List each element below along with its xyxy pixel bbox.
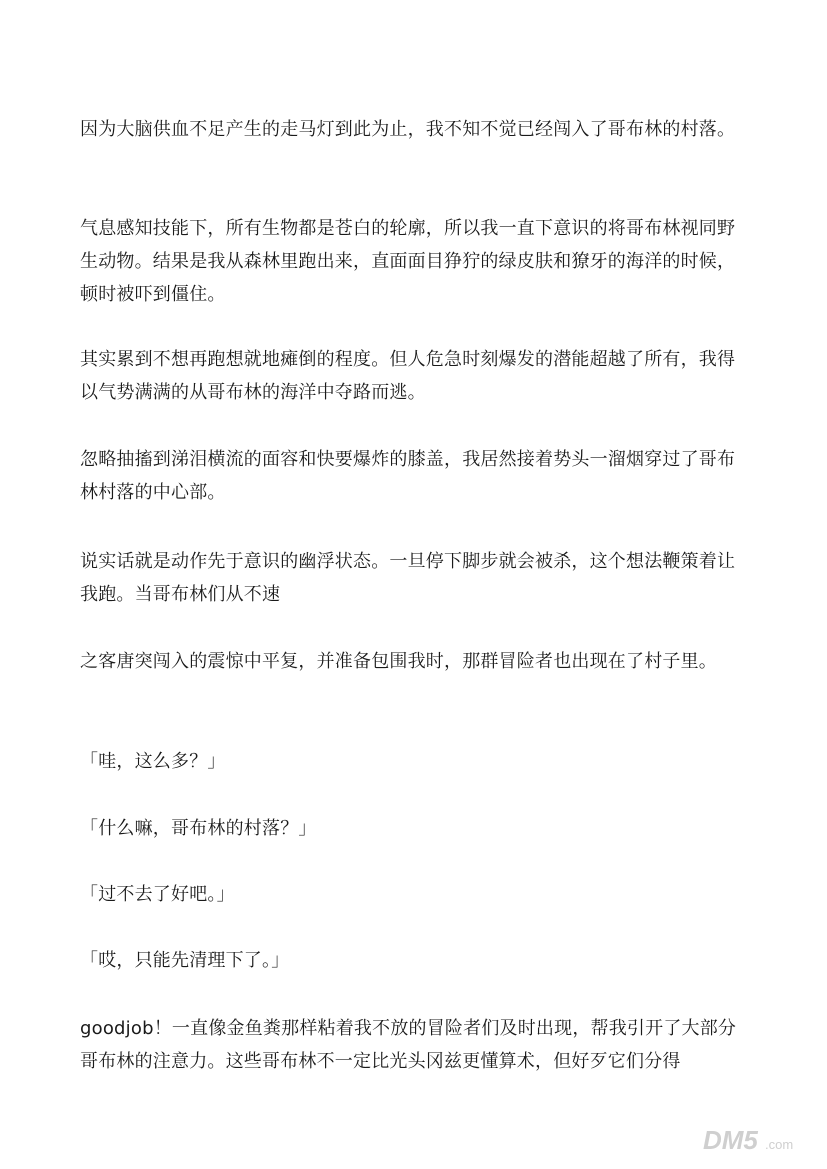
paragraph-3: 其实累到不想再跑想就地瘫倒的程度。但人危急时刻爆发的潜能超越了所有，我得以气势满满的从哥布林的海洋中夺路而逃。 (80, 349, 736, 403)
watermark-main-text: DM5 (703, 1125, 758, 1155)
dialogue-line-2: 「什么嘛，哥布林的村落？」 (80, 818, 317, 839)
dm5-watermark-logo (699, 1119, 809, 1159)
paragraph-4: 忽略抽搐到涕泪横流的面容和快要爆炸的膝盖，我居然接着势头一溜烟穿过了哥布林村落的中心部。 (80, 449, 736, 503)
paragraph-7: goodjob！一直像金鱼粪那样粘着我不放的冒险者们及时出现，帮我引开了大部分哥布林的注意力。这些哥布林不一定比光头冈兹更懂算术，但好歹它们分得 (80, 1018, 737, 1072)
paragraph-1: 因为大脑供血不足产生的走马灯到此为止，我不知不觉已经闯入了哥布林的村落。 (80, 119, 736, 140)
dialogue-line-3: 「过不去了好吧。」 (80, 884, 235, 905)
dialogue-line-4: 「哎，只能先清理下了。」 (80, 950, 290, 971)
watermark-suffix-text: .com (765, 1137, 794, 1152)
paragraph-6: 之客唐突闯入的震惊中平复，并准备包围我时，那群冒险者也出现在了村子里。 (80, 651, 717, 672)
paragraph-2: 气息感知技能下，所有生物都是苍白的轮廓，所以我一直下意识的将哥布林视同野生动物。结果是我从森林里跑出来，直面面目狰狞的绿皮肤和獠牙的海洋的时候，顿时被吓到僵住。 (80, 218, 736, 305)
dialogue-line-1: 「哇，这么多？」 (80, 751, 226, 772)
paragraph-5: 说实话就是动作先于意识的幽浮状态。一旦停下脚步就会被杀，这个想法鞭策着让我跑。当哥布林们从不速 (80, 551, 736, 605)
